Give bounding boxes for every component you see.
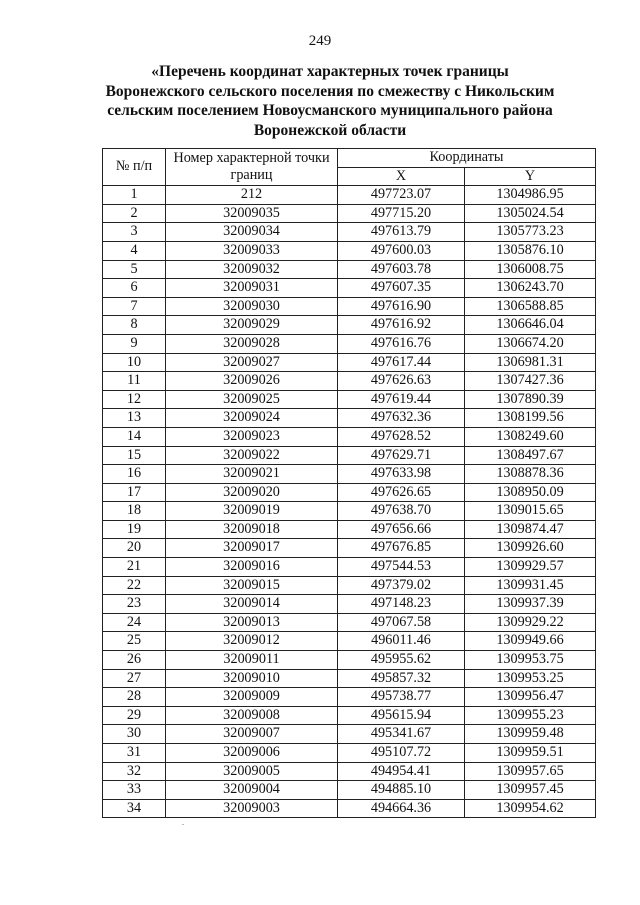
cell-y: 1309926.60: [465, 539, 596, 558]
cell-x: 495615.94: [338, 706, 465, 725]
cell-y: 1309953.75: [465, 651, 596, 670]
cell-y: 1305773.23: [465, 223, 596, 242]
table-row: [103, 372, 596, 391]
cell-point-number: 32009033: [166, 241, 338, 260]
cell-y: 1306646.04: [465, 316, 596, 335]
cell-y: 1304986.95: [465, 186, 596, 205]
cell-x: 497600.03: [338, 241, 465, 260]
cell-point-number: 32009016: [166, 558, 338, 577]
cell-point-number: 32009021: [166, 465, 338, 484]
cell-row-number: 10: [103, 353, 166, 372]
header-y: Y: [465, 167, 596, 186]
cell-y: 1309874.47: [465, 520, 596, 539]
cell-row-number: 21: [103, 558, 166, 577]
cell-point-number: 32009008: [166, 706, 338, 725]
cell-x: 495107.72: [338, 744, 465, 763]
cell-row-number: 34: [103, 799, 166, 818]
cell-y: 1309957.45: [465, 781, 596, 800]
cell-point-number: 32009017: [166, 539, 338, 558]
cell-x: 494885.10: [338, 781, 465, 800]
cell-point-number: 32009030: [166, 297, 338, 316]
cell-point-number: 32009007: [166, 725, 338, 744]
cell-row-number: 11: [103, 372, 166, 391]
cell-row-number: 7: [103, 297, 166, 316]
cell-x: 497656.66: [338, 520, 465, 539]
cell-x: 497715.20: [338, 204, 465, 223]
cell-y: 1305024.54: [465, 204, 596, 223]
cell-point-number: 32009004: [166, 781, 338, 800]
cell-y: 1309929.22: [465, 613, 596, 632]
cell-y: 1309957.65: [465, 762, 596, 781]
cell-point-number: 32009020: [166, 483, 338, 502]
cell-row-number: 9: [103, 334, 166, 353]
header-coordinates: Координаты: [338, 149, 596, 168]
header-point-number: Номер характерной точки границ: [166, 149, 338, 186]
scan-speck: [182, 824, 184, 825]
cell-x: 497626.63: [338, 372, 465, 391]
table-row: [103, 427, 596, 446]
cell-row-number: 29: [103, 706, 166, 725]
table-row: [103, 595, 596, 614]
table-row: [103, 651, 596, 670]
cell-row-number: 16: [103, 465, 166, 484]
cell-y: 1307890.39: [465, 390, 596, 409]
cell-row-number: 30: [103, 725, 166, 744]
table-row: [103, 241, 596, 260]
cell-y: 1309959.48: [465, 725, 596, 744]
cell-point-number: 32009026: [166, 372, 338, 391]
cell-row-number: 32: [103, 762, 166, 781]
table-row: [103, 279, 596, 298]
cell-row-number: 23: [103, 595, 166, 614]
cell-y: 1309954.62: [465, 799, 596, 818]
cell-x: 497617.44: [338, 353, 465, 372]
cell-row-number: 14: [103, 427, 166, 446]
cell-x: 495341.67: [338, 725, 465, 744]
cell-x: 497616.90: [338, 297, 465, 316]
cell-y: 1309937.39: [465, 595, 596, 614]
table-row: [103, 223, 596, 242]
cell-y: 1306981.31: [465, 353, 596, 372]
table-body: [103, 186, 596, 818]
table-row: [103, 632, 596, 651]
table-row: [103, 334, 596, 353]
cell-point-number: 32009010: [166, 669, 338, 688]
header-x: X: [338, 167, 465, 186]
cell-y: 1307427.36: [465, 372, 596, 391]
cell-row-number: 1: [103, 186, 166, 205]
table-row: [103, 409, 596, 428]
cell-row-number: 20: [103, 539, 166, 558]
cell-point-number: 32009034: [166, 223, 338, 242]
cell-row-number: 5: [103, 260, 166, 279]
cell-row-number: 33: [103, 781, 166, 800]
table-row: [103, 316, 596, 335]
table-row: [103, 446, 596, 465]
cell-row-number: 4: [103, 241, 166, 260]
cell-row-number: 25: [103, 632, 166, 651]
table-row: [103, 725, 596, 744]
coordinates-table: [102, 148, 596, 818]
table-row: [103, 781, 596, 800]
cell-point-number: 32009005: [166, 762, 338, 781]
cell-row-number: 15: [103, 446, 166, 465]
cell-y: 1306243.70: [465, 279, 596, 298]
cell-row-number: 2: [103, 204, 166, 223]
cell-point-number: 32009003: [166, 799, 338, 818]
table-row: [103, 502, 596, 521]
cell-y: 1308199.56: [465, 409, 596, 428]
cell-point-number: 32009022: [166, 446, 338, 465]
cell-row-number: 6: [103, 279, 166, 298]
cell-y: 1309015.65: [465, 502, 596, 521]
cell-x: 497379.02: [338, 576, 465, 595]
cell-point-number: 32009011: [166, 651, 338, 670]
cell-point-number: 32009014: [166, 595, 338, 614]
cell-y: 1309929.57: [465, 558, 596, 577]
cell-x: 497626.65: [338, 483, 465, 502]
cell-point-number: 32009023: [166, 427, 338, 446]
cell-point-number: 32009024: [166, 409, 338, 428]
cell-point-number: 32009015: [166, 576, 338, 595]
cell-y: 1305876.10: [465, 241, 596, 260]
cell-point-number: 32009029: [166, 316, 338, 335]
cell-x: 497067.58: [338, 613, 465, 632]
cell-row-number: 8: [103, 316, 166, 335]
cell-row-number: 31: [103, 744, 166, 763]
cell-point-number: 32009013: [166, 613, 338, 632]
table-row: [103, 762, 596, 781]
cell-y: 1308249.60: [465, 427, 596, 446]
table-row: [103, 576, 596, 595]
table-row: [103, 186, 596, 205]
cell-x: 497629.71: [338, 446, 465, 465]
cell-row-number: 18: [103, 502, 166, 521]
cell-point-number: 32009035: [166, 204, 338, 223]
cell-y: 1309955.23: [465, 706, 596, 725]
cell-x: 497632.36: [338, 409, 465, 428]
cell-point-number: 212: [166, 186, 338, 205]
cell-row-number: 3: [103, 223, 166, 242]
cell-x: 497619.44: [338, 390, 465, 409]
cell-row-number: 24: [103, 613, 166, 632]
cell-x: 495857.32: [338, 669, 465, 688]
cell-row-number: 22: [103, 576, 166, 595]
table-row: [103, 390, 596, 409]
page-number: 249: [308, 33, 332, 49]
cell-x: 494954.41: [338, 762, 465, 781]
table-row: [103, 465, 596, 484]
table-row: [103, 204, 596, 223]
cell-y: 1309953.25: [465, 669, 596, 688]
cell-x: 494664.36: [338, 799, 465, 818]
cell-point-number: 32009032: [166, 260, 338, 279]
cell-y: 1309956.47: [465, 688, 596, 707]
table-row: [103, 613, 596, 632]
cell-x: 497616.92: [338, 316, 465, 335]
table-row: [103, 353, 596, 372]
cell-row-number: 26: [103, 651, 166, 670]
cell-row-number: 17: [103, 483, 166, 502]
cell-x: 497638.70: [338, 502, 465, 521]
cell-y: 1308497.67: [465, 446, 596, 465]
cell-point-number: 32009027: [166, 353, 338, 372]
cell-x: 497633.98: [338, 465, 465, 484]
document-title: «Перечень координат характерных точек границы Воронежского сельского поселения по смежеству с Никольским сельским поселением Новоусманского муниципального района Воронежской области: [105, 63, 555, 139]
cell-row-number: 19: [103, 520, 166, 539]
cell-y: 1309949.66: [465, 632, 596, 651]
table-row: [103, 706, 596, 725]
cell-x: 497723.07: [338, 186, 465, 205]
cell-x: 497628.52: [338, 427, 465, 446]
table-row: [103, 539, 596, 558]
table-row: [103, 669, 596, 688]
cell-point-number: 32009028: [166, 334, 338, 353]
table-row: [103, 520, 596, 539]
cell-x: 496011.46: [338, 632, 465, 651]
table-row: [103, 483, 596, 502]
table-row: [103, 297, 596, 316]
cell-point-number: 32009018: [166, 520, 338, 539]
cell-y: 1308950.09: [465, 483, 596, 502]
cell-point-number: 32009012: [166, 632, 338, 651]
cell-point-number: 32009025: [166, 390, 338, 409]
cell-y: 1309959.51: [465, 744, 596, 763]
cell-x: 495955.62: [338, 651, 465, 670]
cell-y: 1306588.85: [465, 297, 596, 316]
cell-x: 497603.78: [338, 260, 465, 279]
table-row: [103, 688, 596, 707]
cell-x: 497616.76: [338, 334, 465, 353]
table-row: [103, 558, 596, 577]
cell-x: 497607.35: [338, 279, 465, 298]
cell-point-number: 32009006: [166, 744, 338, 763]
table-row: [103, 799, 596, 818]
cell-row-number: 28: [103, 688, 166, 707]
cell-point-number: 32009031: [166, 279, 338, 298]
cell-point-number: 32009019: [166, 502, 338, 521]
cell-row-number: 13: [103, 409, 166, 428]
cell-x: 497148.23: [338, 595, 465, 614]
cell-x: 497544.53: [338, 558, 465, 577]
cell-x: 495738.77: [338, 688, 465, 707]
cell-y: 1306008.75: [465, 260, 596, 279]
cell-row-number: 27: [103, 669, 166, 688]
cell-x: 497613.79: [338, 223, 465, 242]
cell-point-number: 32009009: [166, 688, 338, 707]
cell-x: 497676.85: [338, 539, 465, 558]
cell-y: 1308878.36: [465, 465, 596, 484]
table-row: [103, 744, 596, 763]
header-row-number: № п/п: [103, 149, 166, 186]
table-row: [103, 260, 596, 279]
cell-y: 1306674.20: [465, 334, 596, 353]
cell-row-number: 12: [103, 390, 166, 409]
cell-y: 1309931.45: [465, 576, 596, 595]
